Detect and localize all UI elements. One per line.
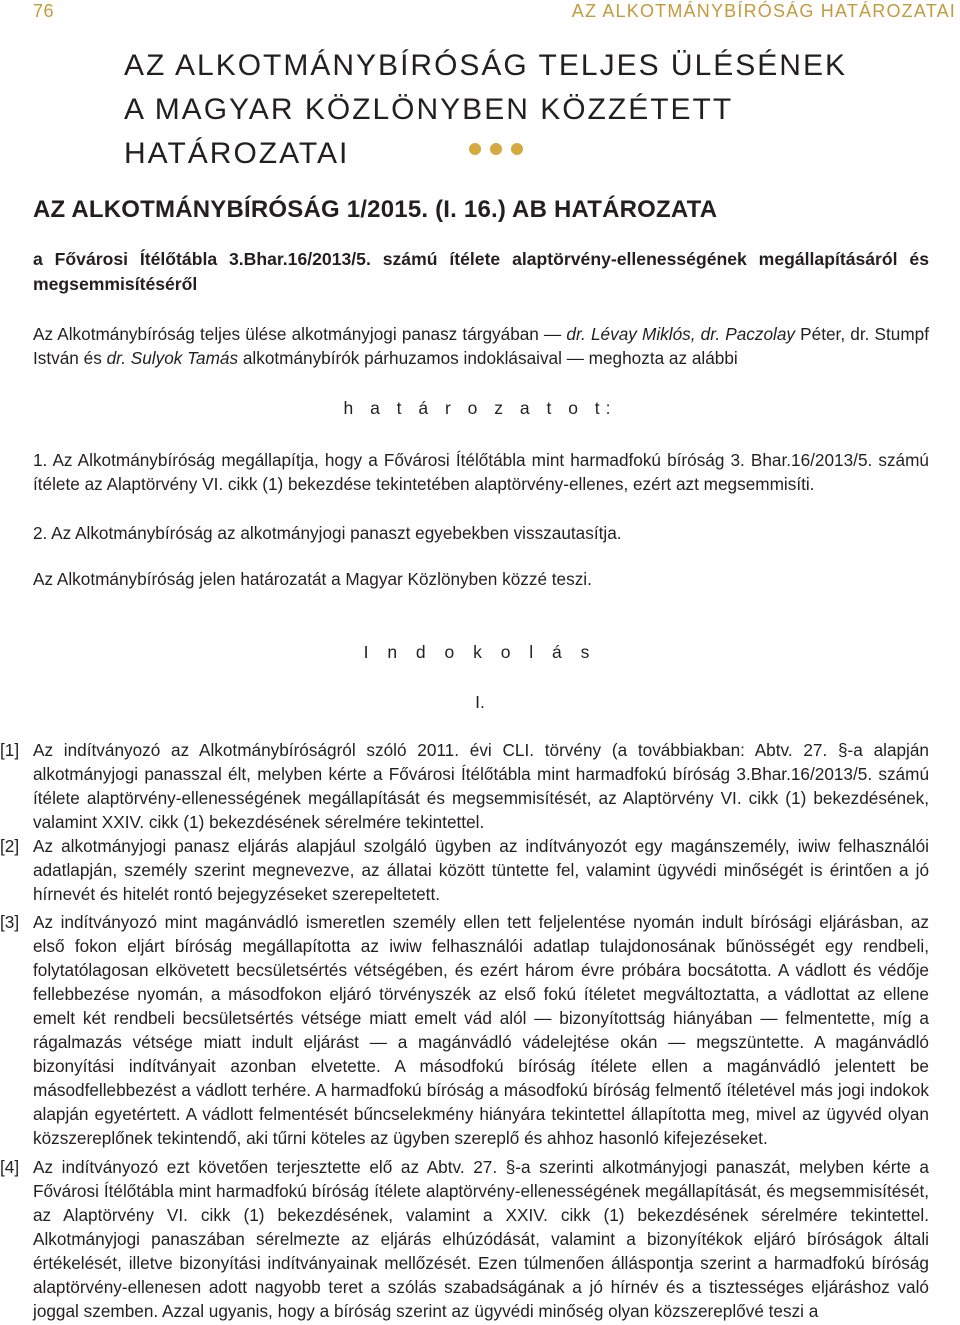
part-numeral: I. [475, 692, 485, 712]
ornament-dot [511, 143, 523, 155]
intro-judges-italic-2: dr. Sulyok Tamás [106, 348, 239, 368]
intro-paragraph [33, 322, 929, 370]
ornament-dot [469, 143, 481, 155]
intro-text-3: alkotmánybírók párhuzamos indoklásaival — meghozta az alábbi [238, 348, 738, 368]
intro-text-1: Az Alkotmánybíróság teljes ülése alkotmányjogi panasz tárgyában — [33, 324, 567, 344]
paragraph-number: [4] [0, 1157, 20, 1177]
paragraph-text: Az alkotmányjogi panasz eljárás alapjául szolgáló ügyben az indítványozót egy magánszemély, iwiw felhasználói adatlapján, személy szerint megnevezve, az állatai között tüntette fel, valamint ügyvédi minőségét is érintően a jó hírnevét és hitelét rontó bejegyzéseket szerepeltetett. [33, 836, 929, 904]
paragraph-number: [3] [0, 912, 20, 932]
paragraph-text: Az indítványozó mint magánvádló ismeretlen személy ellen tett feljelentése nyomán indult bírósági eljárásban, az első fokon eljárt bíróság megállapította az iwiw felhasználói adatlap tulajdonosának bűnösségét egy rendbeli, folytatólagosan elkövetett becsületsértés vétségében, és ezért három évre próbára bocsátotta. A vádlott és védője fellebbezése nyomán, a másodfokon eljáró törvényszék az első fokú ítéletet megváltoztatta, a vádlottat az ellene emelt két rendbeli becsületsértés vétsége miatt emelt vád alól — bizonyítottság hiányában — felmentette, míg a rágalmazás vétsége miatt indult eljárást — a magánvádló vádelejtése okán — megszüntette. A magánvádló bizonyítási indítványait azonban elvetette. A másodfokú bíróság ítélete ellen a magánvádló jelentett be másodfellebbezést a vádlott terhére. A harmadfokú bíróság a másodfokú bíróság felmentő ítéletével más jogi indokok alapján egyetértett. A vádlott felmentését bűncselekmény hiányára tekintettel állapította meg, mivel az ügyvéd olyan közszereplőnek tekintendő, aki tűrni köteles az ügyben szereplő és ahhoz hasonló kifejezéseket. [33, 912, 929, 1148]
decision-subtitle: a Fővárosi Ítélőtábla 3.Bhar.16/2013/5. számú ítélete alaptörvény-ellenességének megállapításáról és megsemmisítéséről [33, 249, 929, 294]
intro-judges-italic-1: dr. Lévay Miklós, dr. Paczolay [566, 324, 796, 344]
section-title [124, 44, 944, 176]
reasoning-heading: I n d o k o l á s [363, 642, 597, 662]
publication-statement: Az Alkotmánybíróság jelen határozatát a Magyar Közlönyben közzé teszi. [33, 569, 592, 589]
paragraph-text: Az indítványozó az Alkotmánybíróságról szóló 2011. évi CLI. törvény (a továbbiakban: Abtv. 27. §-a alapján alkotmányjogi panasszal élt, melyben kérte a Fővárosi Ítélőtábla mint harmadfokú bíróság 3.Bhar.16/2013/5. számú ítélete alaptörvény-ellenességének megállapítását és megsemmisítését, az Alaptörvény VI. cikk (1) bekezdésének, valamint XXIV. cikk (1) bekezdésének sérelmére tekintettel. [33, 740, 929, 832]
ornament-dot [490, 143, 502, 155]
ornament-dots [469, 143, 523, 155]
paragraph-text: Az indítványozó ezt követően terjesztette elő az Abtv. 27. §-a szerinti alkotmányjogi panaszát, melyben kérte a Fővárosi Ítélőtábla mint harmadfokú bíróság ítélete alaptörvény-ellenességének megállapítását, és megsemmisítését, az Alaptörvény VI. cikk (1) bekezdésének, valamint a XXIV. cikk (1) bekezdésének sérelmére tekintettel. Alkotmányjogi panaszában sérelmezte az eljárás elhúzódását, valamint a bizonyítékok eljáró bíróságok általi értékelését, illetve bizonyítási indítványainak mellőzését. Ezen túlmenően álláspontja szerint a harmadfokú bíróság alaptörvény-ellenesen adott nagyobb teret a szólás szabadságának a jó hírnév és a tisztességes eljáráshoz való joggal szemben. Azzal ugyanis, hogy a bíróság szerint az ügyvédi minőség olyan közszereplővé teszi a [33, 1157, 929, 1321]
ruling-point-1: 1. Az Alkotmánybíróság megállapítja, hogy a Fővárosi Ítélőtábla mint harmadfokú bíróság 3. Bhar.16/2013/5. számú ítélete az Alaptörvény VI. cikk (1) bekezdése tekintetében alaptörvény-ellenes, ezért azt megsemmisíti. [33, 450, 929, 494]
running-header: AZ ALKOTMÁNYBÍRÓSÁG HATÁROZATAI [571, 1, 956, 21]
ruling-point-2: 2. Az Alkotmánybíróság az alkotmányjogi panaszt egyebekben visszautasítja. [33, 523, 622, 543]
paragraph-number: [1] [0, 740, 20, 760]
section-title-line-1: AZ ALKOTMÁNYBÍRÓSÁG TELJES ÜLÉSÉNEK [124, 49, 847, 82]
decision-title: AZ ALKOTMÁNYBÍRÓSÁG 1/2015. (I. 16.) AB HATÁROZATA [33, 196, 718, 223]
intro-text-2: Péter, dr. Stumpf István és [33, 324, 929, 368]
page-number: 76 [33, 1, 55, 21]
paragraph-number: [2] [0, 836, 20, 856]
ruling-heading: h a t á r o z a t o t: [343, 398, 617, 418]
section-title-line-2: A MAGYAR KÖZLÖNYBEN KÖZZÉTETT HATÁROZATAI [124, 93, 733, 170]
